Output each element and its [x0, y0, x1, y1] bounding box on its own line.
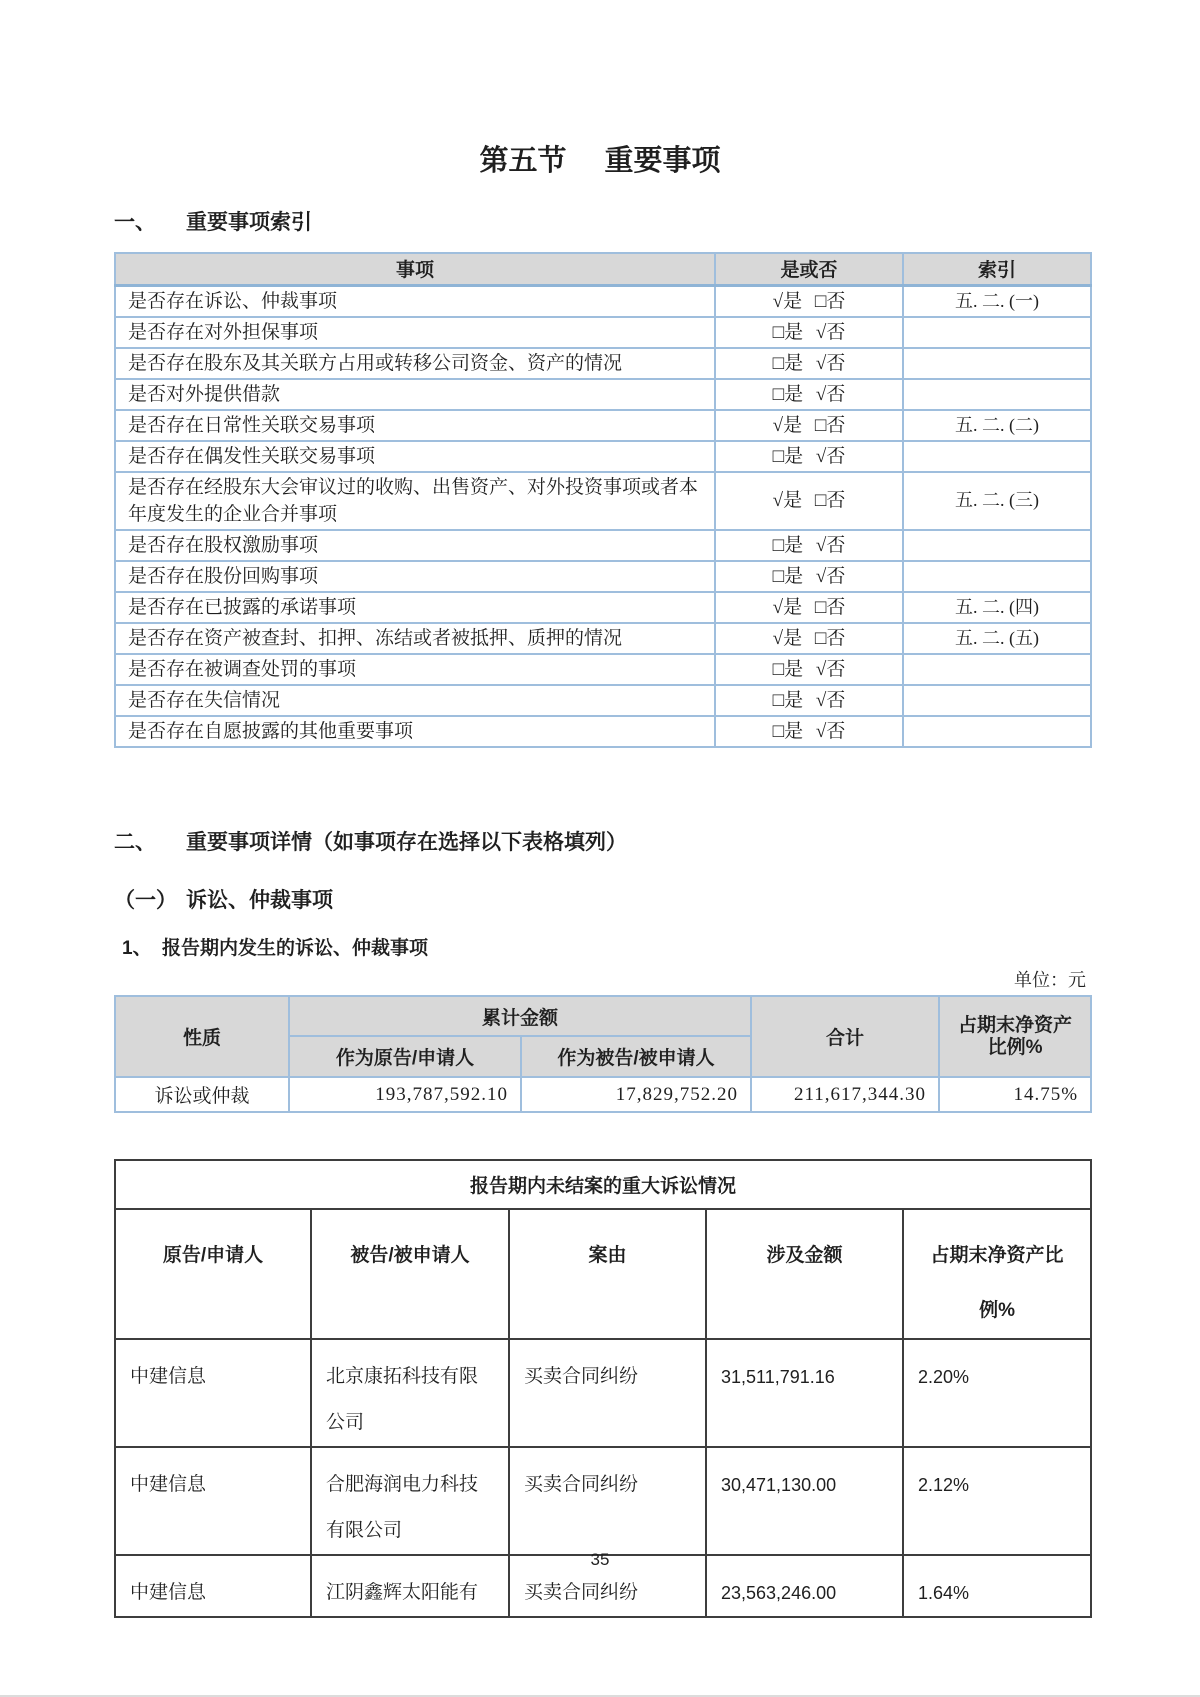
matter-item-cell: 是否存在股东及其关联方占用或转移公司资金、资产的情况 — [115, 348, 715, 379]
amount-cell: 30,471,130.00 — [706, 1447, 903, 1555]
matter-item-cell: 是否存在对外担保事项 — [115, 317, 715, 348]
item1-title: 报告期内发生的诉讼、仲裁事项 — [162, 938, 429, 959]
index-ref-cell — [903, 348, 1091, 379]
item1-number: 1、 — [122, 938, 152, 959]
lawsuit-summary-header — [115, 996, 1091, 1077]
pending-table-header-row — [115, 1209, 1091, 1339]
col-header-nature: 性质 — [115, 996, 289, 1077]
plaintiff-amount-cell: 193,787,592.10 — [289, 1077, 521, 1112]
matters-index-table-body — [115, 285, 1091, 747]
header-row — [115, 253, 1091, 285]
section1-number: 一、 — [114, 211, 156, 234]
index-table-row — [115, 685, 1091, 716]
defendant-cell: 北京康拓科技有限公司 — [311, 1339, 509, 1447]
amount-cell: 31,511,791.16 — [706, 1339, 903, 1447]
cause-cell: 买卖合同纠纷 — [509, 1339, 706, 1447]
amount-cell: 23,563,246.00 — [706, 1555, 903, 1617]
pending-lawsuits-table-body — [115, 1160, 1091, 1617]
index-table-row — [115, 410, 1091, 441]
pending-table-title-row — [115, 1160, 1091, 1209]
defendant-cell: 江阴鑫辉太阳能有 — [311, 1555, 509, 1617]
col-header-matter: 事项 — [115, 253, 715, 285]
page-title-section: 第五节 — [479, 145, 567, 177]
ratio-cell: 1.64% — [903, 1555, 1091, 1617]
ratio-cell: 2.12% — [903, 1447, 1091, 1555]
yes-no-cell: □是 √否 — [715, 317, 903, 348]
index-ref-cell: 五. 二. (二) — [903, 410, 1091, 441]
index-ref-cell: 五. 二. (五) — [903, 623, 1091, 654]
index-ref-cell — [903, 654, 1091, 685]
col-header-net-asset-ratio: 占期末净资产比例% — [939, 996, 1091, 1077]
pending-table-row — [115, 1339, 1091, 1447]
plaintiff-cell: 中建信息 — [115, 1339, 311, 1447]
matter-item-cell: 是否存在诉讼、仲裁事项 — [115, 285, 715, 317]
pending-table-title: 报告期内未结案的重大诉讼情况 — [115, 1160, 1091, 1209]
index-ref-cell: 五. 二. (一) — [903, 285, 1091, 317]
index-table-row — [115, 348, 1091, 379]
index-table-row — [115, 441, 1091, 472]
lawsuit-summary-table — [114, 995, 1092, 1113]
header-row-1 — [115, 996, 1091, 1036]
index-ref-cell — [903, 441, 1091, 472]
section2-heading — [114, 826, 627, 856]
defendant-cell: 合肥海润电力科技有限公司 — [311, 1447, 509, 1555]
subsection1-title: 诉讼、仲裁事项 — [186, 889, 333, 912]
matter-item-cell: 是否存在股份回购事项 — [115, 561, 715, 592]
col-header-as-defendant: 作为被告/被申请人 — [521, 1036, 751, 1077]
index-ref-cell — [903, 530, 1091, 561]
page-title — [0, 138, 1200, 179]
matter-item-cell: 是否存在股权激励事项 — [115, 530, 715, 561]
col-header-yes-no: 是或否 — [715, 253, 903, 285]
index-table-row — [115, 317, 1091, 348]
yes-no-cell: □是 √否 — [715, 348, 903, 379]
col-header-index: 索引 — [903, 253, 1091, 285]
defendant-amount-cell: 17,829,752.20 — [521, 1077, 751, 1112]
matter-item-cell: 是否存在被调查处罚的事项 — [115, 654, 715, 685]
matter-item-cell: 是否存在资产被查封、扣押、冻结或者被抵押、质押的情况 — [115, 623, 715, 654]
index-table-row — [115, 285, 1091, 317]
col-header-amount-involved: 涉及金额 — [706, 1209, 903, 1339]
index-ref-cell: 五. 二. (四) — [903, 592, 1091, 623]
matter-item-cell: 是否存在经股东大会审议过的收购、出售资产、对外投资事项或者本年度发生的企业合并事项 — [115, 472, 715, 530]
section1-heading — [114, 206, 312, 236]
matter-item-cell: 是否存在日常性关联交易事项 — [115, 410, 715, 441]
index-ref-cell — [903, 685, 1091, 716]
index-ref-cell — [903, 716, 1091, 747]
index-table-row — [115, 530, 1091, 561]
index-table-row — [115, 623, 1091, 654]
cause-cell: 买卖合同纠纷 — [509, 1447, 706, 1555]
matters-index-table-header — [115, 253, 1091, 285]
index-ref-cell: 五. 二. (三) — [903, 472, 1091, 530]
col-header-as-plaintiff: 作为原告/申请人 — [289, 1036, 521, 1077]
yes-no-cell: √是 □否 — [715, 623, 903, 654]
yes-no-cell: √是 □否 — [715, 592, 903, 623]
yes-no-cell: □是 √否 — [715, 654, 903, 685]
section2-number: 二、 — [114, 831, 156, 854]
total-amount-cell: 211,617,344.30 — [751, 1077, 939, 1112]
matters-index-table — [114, 252, 1092, 748]
ratio-cell: 14.75% — [939, 1077, 1091, 1112]
index-ref-cell — [903, 317, 1091, 348]
section1-title: 重要事项索引 — [186, 211, 312, 234]
matter-item-cell: 是否对外提供借款 — [115, 379, 715, 410]
col-header-cause: 案由 — [509, 1209, 706, 1339]
col-header-plaintiff: 原告/申请人 — [115, 1209, 311, 1339]
matter-item-cell: 是否存在偶发性关联交易事项 — [115, 441, 715, 472]
yes-no-cell: □是 √否 — [715, 530, 903, 561]
col-header-cumulative-amount: 累计金额 — [289, 996, 751, 1036]
index-table-row — [115, 592, 1091, 623]
pending-table-row — [115, 1447, 1091, 1555]
col-header-defendant: 被告/被申请人 — [311, 1209, 509, 1339]
plaintiff-cell: 中建信息 — [115, 1555, 311, 1617]
col-header-total: 合计 — [751, 996, 939, 1077]
yes-no-cell: √是 □否 — [715, 285, 903, 317]
yes-no-cell: □是 √否 — [715, 685, 903, 716]
cause-cell: 买卖合同纠纷 — [509, 1555, 706, 1617]
index-table-row — [115, 561, 1091, 592]
yes-no-cell: □是 √否 — [715, 561, 903, 592]
yes-no-cell: □是 √否 — [715, 716, 903, 747]
yes-no-cell: □是 √否 — [715, 379, 903, 410]
page-number: 35 — [590, 1550, 610, 1569]
col-header-ratio: 占期末净资产比例% — [903, 1209, 1091, 1339]
lawsuit-summary-body — [115, 1077, 1091, 1112]
index-table-row — [115, 716, 1091, 747]
matter-item-cell: 是否存在自愿披露的其他重要事项 — [115, 716, 715, 747]
plaintiff-cell: 中建信息 — [115, 1447, 311, 1555]
index-table-row — [115, 472, 1091, 530]
yes-no-cell: √是 □否 — [715, 410, 903, 441]
matter-item-cell: 是否存在失信情况 — [115, 685, 715, 716]
subsection1-heading — [114, 884, 333, 914]
subsection1-number: （一） — [114, 889, 177, 912]
yes-no-cell: √是 □否 — [715, 472, 903, 530]
unit-label: 单位：元 — [1014, 970, 1086, 990]
item1-heading — [122, 933, 428, 960]
nature-cell: 诉讼或仲裁 — [115, 1077, 289, 1112]
index-ref-cell — [903, 561, 1091, 592]
yes-no-cell: □是 √否 — [715, 441, 903, 472]
ratio-cell: 2.20% — [903, 1339, 1091, 1447]
lawsuit-summary-row — [115, 1077, 1091, 1112]
index-table-row — [115, 654, 1091, 685]
section2-title: 重要事项详情（如事项存在选择以下表格填列） — [186, 831, 627, 854]
matter-item-cell: 是否存在已披露的承诺事项 — [115, 592, 715, 623]
index-ref-cell — [903, 379, 1091, 410]
index-table-row — [115, 379, 1091, 410]
page-title-text: 重要事项 — [604, 145, 721, 177]
